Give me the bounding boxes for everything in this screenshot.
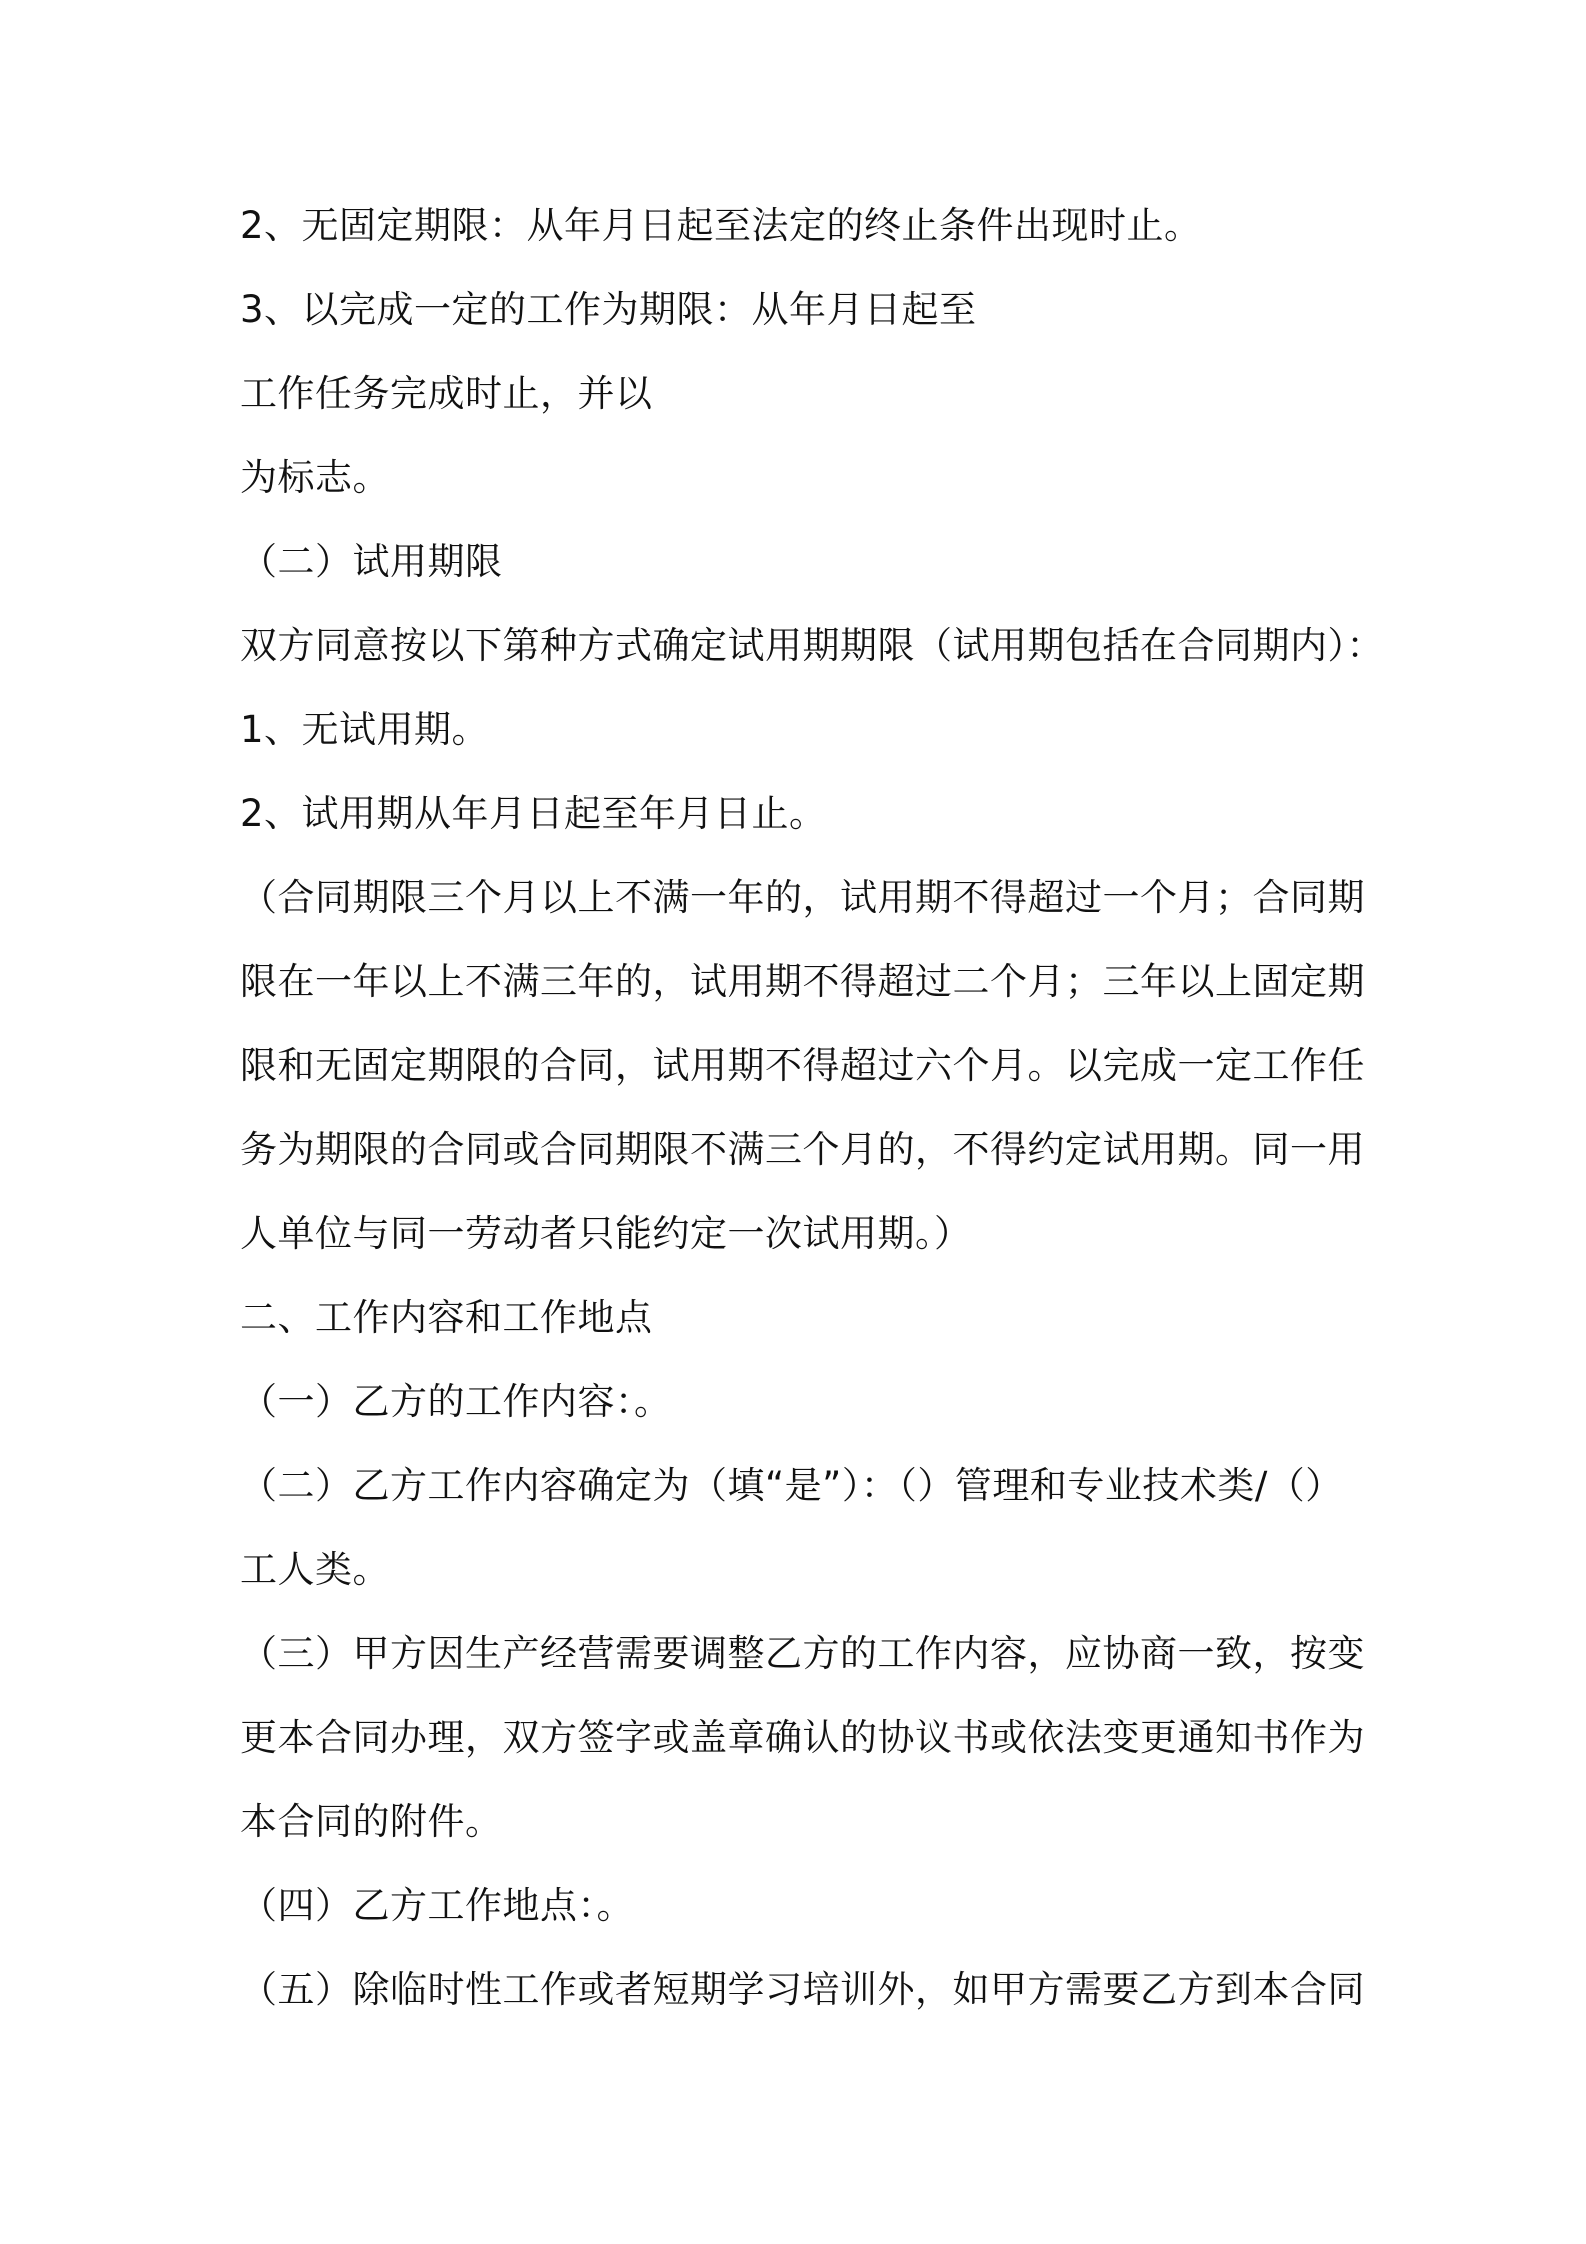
text-line-no-probation: 1、无试用期。 [240, 708, 490, 751]
text-line-probation-note-5: 人单位与同一劳动者只能约定一次试用期。） [240, 1212, 972, 1255]
text-line-probation-note-4: 务为期限的合同或合同期限不满三个月的，不得约定试用期。同一用 [240, 1128, 1365, 1171]
text-line-work-category: （二）乙方工作内容确定为（填“是”）：（）管理和专业技术类/（） [240, 1464, 1343, 1507]
text-line-adjust-content-2: 更本合同办理，双方签字或盖章确认的协议书或依法变更通知书作为 [240, 1716, 1365, 1759]
text-line-term-open-ended: 2、无固定期限：从年月日起至法定的终止条件出现时止。 [240, 204, 1202, 247]
text-line-probation-note-2: 限在一年以上不满三年的，试用期不得超过二个月；三年以上固定期 [240, 960, 1365, 1003]
text-line-probation-note-1: （合同期限三个月以上不满一年的，试用期不得超过一个月；合同期 [240, 876, 1365, 919]
text-line-marker: 为标志。 [240, 456, 390, 499]
text-line-work-location: （四）乙方工作地点：。 [240, 1884, 634, 1927]
text-line-probation-note-3: 限和无固定期限的合同，试用期不得超过六个月。以完成一定工作任 [240, 1044, 1365, 1087]
text-line-adjust-content-1: （三）甲方因生产经营需要调整乙方的工作内容，应协商一致，按变 [240, 1632, 1365, 1675]
text-line-probation-dates: 2、试用期从年月日起至年月日止。 [240, 792, 827, 835]
text-line-worker-category: 工人类。 [240, 1548, 390, 1591]
text-line-adjust-content-3: 本合同的附件。 [240, 1800, 503, 1843]
text-line-probation-method: 双方同意按以下第种方式确定试用期期限（试用期包括在合同期内）： [240, 624, 1384, 667]
text-line-task-completion: 工作任务完成时止，并以 [240, 372, 653, 415]
text-line-temporary-work: （五）除临时性工作或者短期学习培训外，如甲方需要乙方到本合同 [240, 1968, 1365, 2011]
text-line-term-task-based: 3、以完成一定的工作为期限：从年月日起至 [240, 288, 977, 331]
text-line-work-content: （一）乙方的工作内容：。 [240, 1380, 672, 1423]
section-heading-probation: （二）试用期限 [240, 540, 503, 583]
section-heading-work-content-location: 二、工作内容和工作地点 [240, 1296, 653, 1339]
